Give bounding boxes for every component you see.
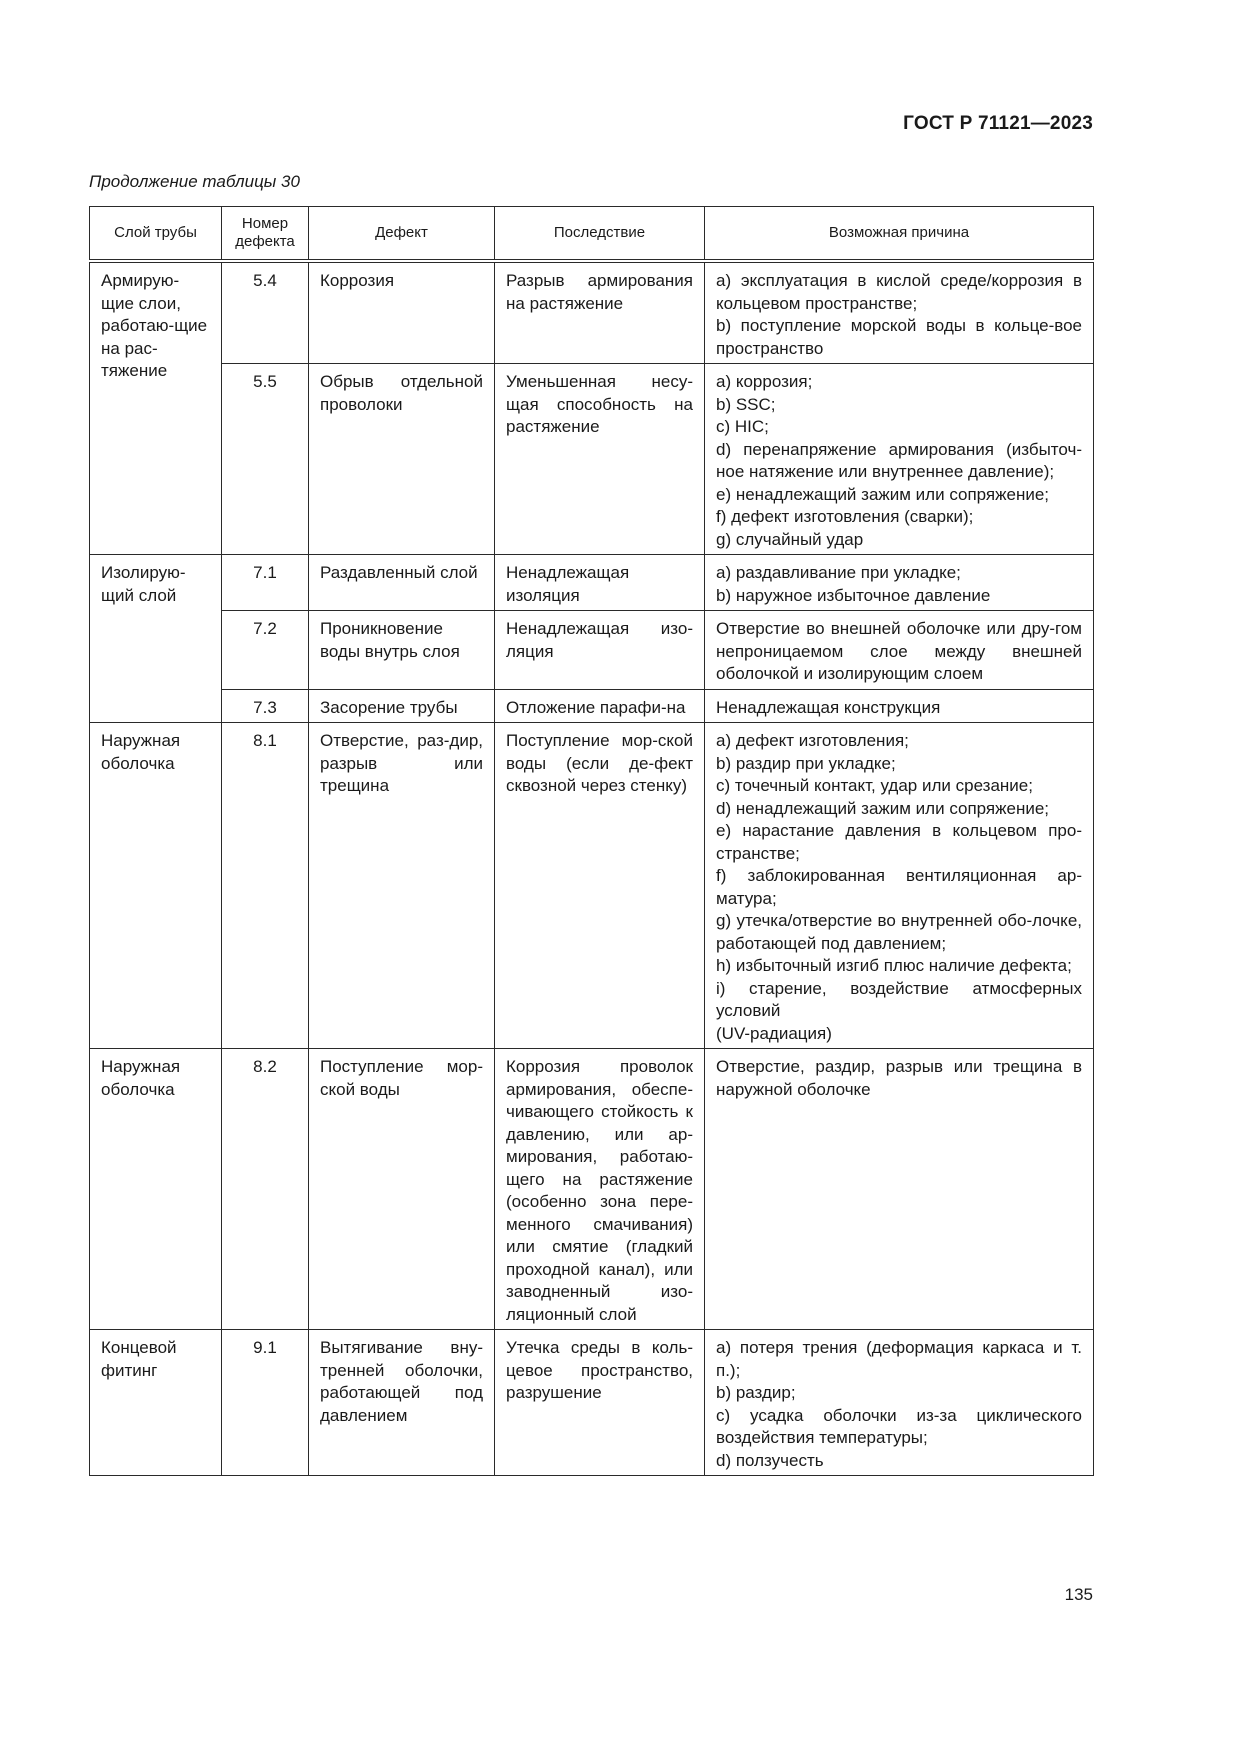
cell-defect-number: 8.1 bbox=[222, 723, 309, 1049]
cell-pipe-layer: Изолирую-щий слой bbox=[90, 555, 222, 723]
header-possible-cause: Возможная причина bbox=[705, 207, 1094, 262]
cell-pipe-layer: Наружная оболочка bbox=[90, 723, 222, 1049]
table-row bbox=[90, 723, 1094, 1049]
cause-item: Отверстие во внешней оболочке или дру-гом непроницаемом слое между внешней оболочкой и изолирующим слоем bbox=[716, 619, 1082, 683]
cell-consequence: Уменьшенная несу-щая способность на растяжение bbox=[495, 364, 705, 555]
cell-defect-number: 9.1 bbox=[222, 1330, 309, 1476]
cause-item: g) случайный удар bbox=[716, 529, 864, 549]
cell-defect: Раздавленный слой bbox=[309, 555, 495, 611]
cause-item: Ненадлежащая конструкция bbox=[716, 697, 941, 717]
cause-item: d) перенапряжение армирования (избыточ-ное натяжение или внутреннее давление); bbox=[716, 439, 1082, 481]
cell-possible-cause bbox=[705, 555, 1094, 611]
table-caption: Продолжение таблицы 30 bbox=[89, 172, 300, 191]
cell-defect: Обрыв отдельной проволоки bbox=[309, 364, 495, 555]
table-row bbox=[90, 555, 1094, 611]
cause-item: b) раздир; bbox=[716, 1383, 796, 1402]
cell-defect-number: 8.2 bbox=[222, 1049, 309, 1330]
cause-item: e) нарастание давления в кольцевом про-странстве; bbox=[716, 821, 1082, 863]
cause-item: b) поступление морской воды в кольце-вое пространство bbox=[716, 316, 1082, 358]
cause-item: (UV-радиация) bbox=[716, 1023, 832, 1043]
table-row bbox=[90, 1049, 1094, 1330]
cell-possible-cause bbox=[705, 723, 1094, 1049]
cause-item: c) усадка оболочки из-за циклического воздействия температуры; bbox=[716, 1405, 1082, 1447]
cause-item: а) эксплуатация в кислой среде/коррозия в кольцевом пространстве; bbox=[716, 271, 1082, 313]
header-defect: Дефект bbox=[309, 207, 495, 262]
cell-defect: Вытягивание вну-тренней оболочки, работающей под давлением bbox=[309, 1330, 495, 1476]
cell-possible-cause bbox=[705, 1330, 1094, 1476]
cell-defect: Коррозия bbox=[309, 261, 495, 364]
table-row bbox=[90, 261, 1094, 364]
cause-item: c) точечный контакт, удар или срезание; bbox=[716, 776, 1033, 795]
cell-defect-number: 7.1 bbox=[222, 555, 309, 611]
cause-item: а) коррозия; bbox=[716, 372, 813, 391]
cause-item: а) дефект изготовления; bbox=[716, 731, 909, 750]
cell-defect: Отверстие, раз-дир, разрыв или трещина bbox=[309, 723, 495, 1049]
header-row bbox=[90, 207, 1094, 262]
header-defect-number-line-1: Номер bbox=[241, 215, 289, 232]
cause-item: e) ненадлежащий зажим или сопряжение; bbox=[716, 484, 1050, 504]
cell-consequence: Ненадлежащая изо-ляция bbox=[495, 611, 705, 690]
cell-consequence: Разрыв армирования на растяжение bbox=[495, 261, 705, 364]
cell-defect: Проникновение воды внутрь слоя bbox=[309, 611, 495, 690]
cause-item: Отверстие, раздир, разрыв или трещина в наружной оболочке bbox=[716, 1057, 1082, 1099]
cause-item: b) раздир при укладке; bbox=[716, 753, 896, 773]
header-pipe-layer: Слой трубы bbox=[90, 207, 222, 262]
cause-item: f) заблокированная вентиляционная ар-матура; bbox=[716, 866, 1082, 908]
table-row bbox=[90, 364, 1094, 555]
cell-possible-cause bbox=[705, 611, 1094, 690]
table-row bbox=[90, 611, 1094, 690]
cell-defect-number: 7.3 bbox=[222, 689, 309, 723]
cause-item: c) HIC; bbox=[716, 417, 769, 436]
cell-pipe-layer: Армирую-щие слои, работаю-щие на рас-тяжение bbox=[90, 261, 222, 555]
header-defect-number bbox=[222, 207, 309, 262]
cell-defect-number: 7.2 bbox=[222, 611, 309, 690]
table-row bbox=[90, 689, 1094, 723]
cause-item: d) ползучесть bbox=[716, 1450, 824, 1470]
table-row bbox=[90, 1330, 1094, 1476]
cause-item: b) наружное избыточное давление bbox=[716, 585, 991, 605]
cause-item: d) ненадлежащий зажим или сопряжение; bbox=[716, 798, 1050, 818]
table-header bbox=[90, 207, 1094, 262]
cause-item: g) утечка/отверстие во внутренней обо-лочке, работающей под давлением; bbox=[716, 911, 1082, 953]
cell-possible-cause bbox=[705, 364, 1094, 555]
cause-item: а) потеря трения (деформация каркаса и т. п.); bbox=[716, 1338, 1082, 1380]
header-consequence: Последствие bbox=[495, 207, 705, 262]
cell-pipe-layer: Концевой фитинг bbox=[90, 1330, 222, 1476]
cell-consequence: Отложение парафи-на bbox=[495, 689, 705, 723]
cell-possible-cause bbox=[705, 689, 1094, 723]
cause-item: b) SSC; bbox=[716, 394, 776, 414]
cell-pipe-layer: Наружная оболочка bbox=[90, 1049, 222, 1330]
cell-defect: Засорение трубы bbox=[309, 689, 495, 723]
header-defect-number-line-2: дефекта bbox=[235, 233, 295, 250]
cell-defect: Поступление мор-ской воды bbox=[309, 1049, 495, 1330]
cell-consequence: Утечка среды в коль-цевое пространство, разрушение bbox=[495, 1330, 705, 1476]
page-number: 135 bbox=[1064, 1585, 1093, 1604]
cause-item: f) дефект изготовления (сварки); bbox=[716, 507, 974, 526]
cell-consequence: Поступление мор-ской воды (если де-фект сквозной через стенку) bbox=[495, 723, 705, 1049]
cause-item: i) старение, воздействие атмосферных условий bbox=[716, 978, 1082, 1020]
defects-table bbox=[89, 206, 1094, 1476]
table-body bbox=[90, 261, 1094, 1476]
cell-possible-cause bbox=[705, 1049, 1094, 1330]
document-code: ГОСТ Р 71121—2023 bbox=[903, 113, 1093, 134]
cause-item: h) избыточный изгиб плюс наличие дефекта; bbox=[716, 956, 1072, 975]
cell-consequence: Ненадлежащая изоляция bbox=[495, 555, 705, 611]
cell-consequence: Коррозия проволок армирования, обеспе-чивающего стойкость к давлению, или ар-мирования, работаю-щего на растяжение (особенно зона пере-менного смачивания) или смятие (гладкий проходной канал), или заводненный изо-ляционный слой bbox=[495, 1049, 705, 1330]
cell-possible-cause bbox=[705, 261, 1094, 364]
cell-defect-number: 5.5 bbox=[222, 364, 309, 555]
cause-item: а) раздавливание при укладке; bbox=[716, 563, 961, 582]
cell-defect-number: 5.4 bbox=[222, 261, 309, 364]
